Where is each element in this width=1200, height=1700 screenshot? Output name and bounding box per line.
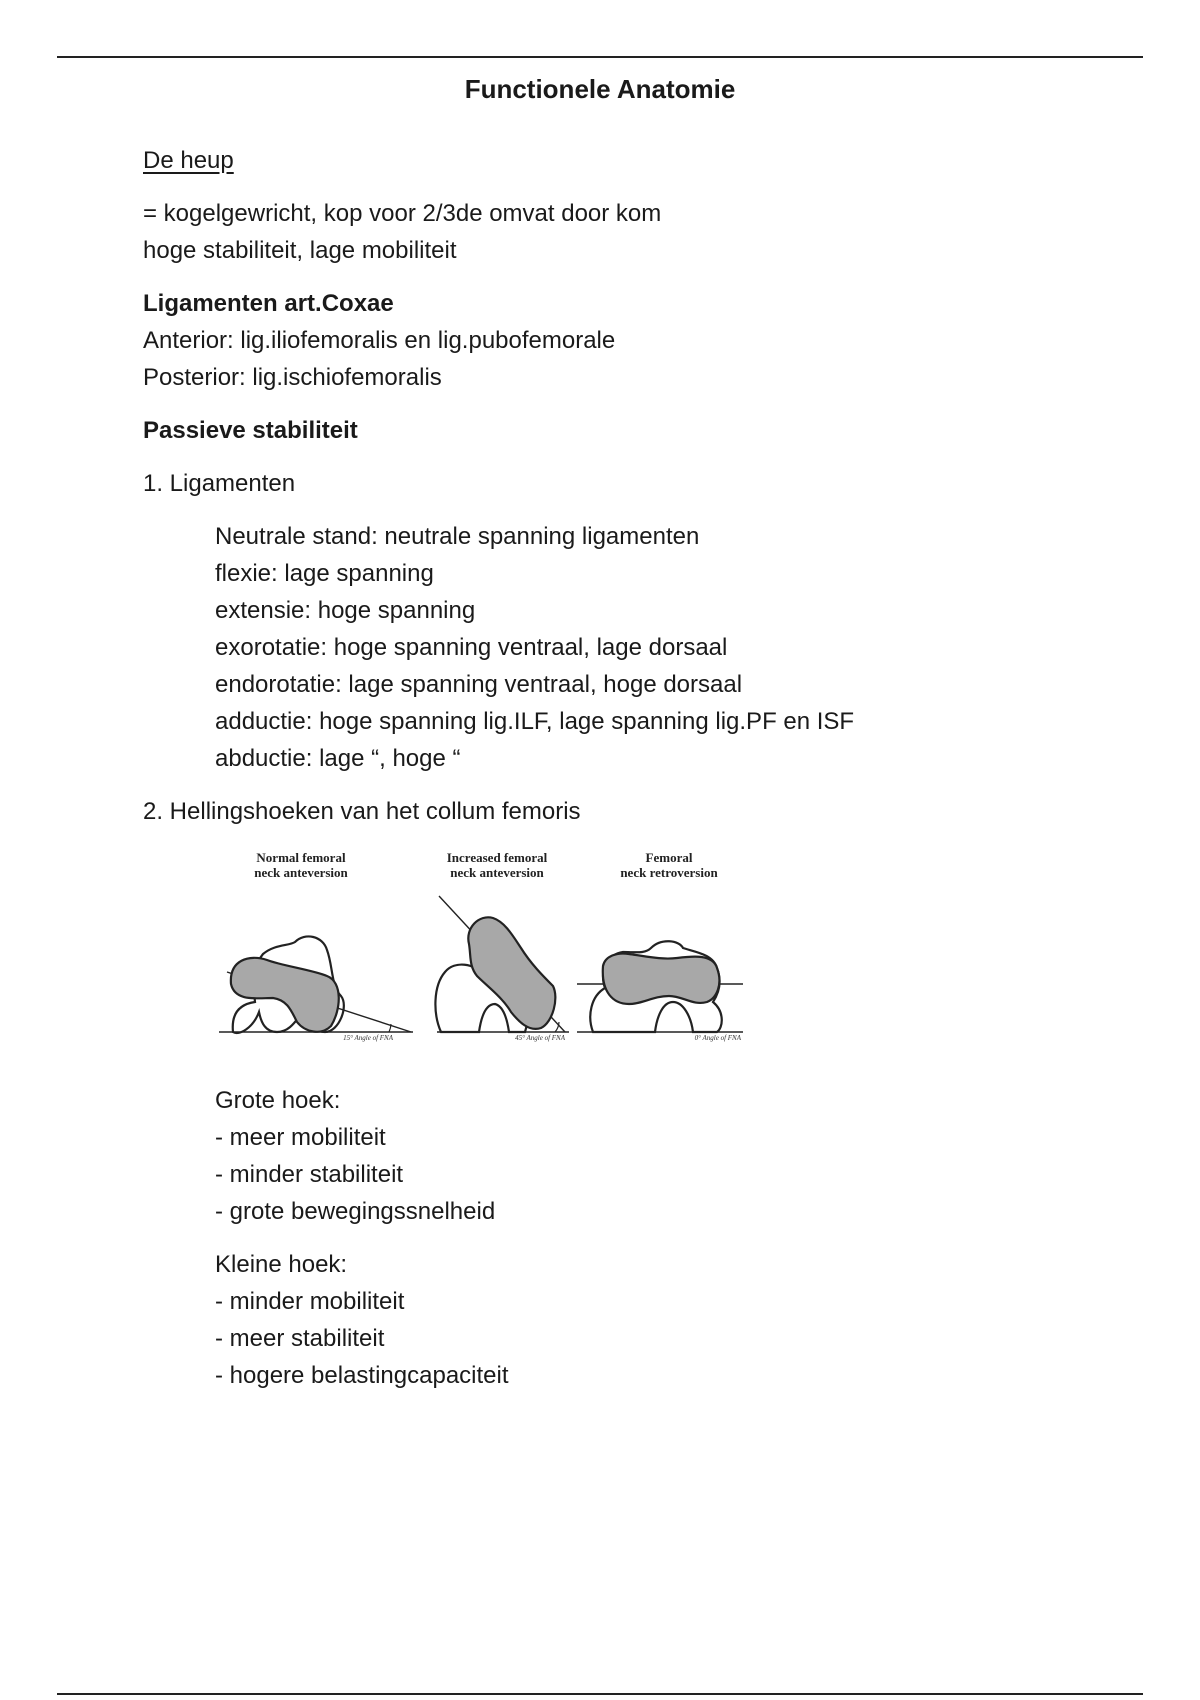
list-item-title: 2. Hellingshoeken van het collum femoris (143, 798, 581, 825)
list-item-title: 1. Ligamenten (143, 470, 296, 497)
large-angle-item: - grote bewegingssnelheid (215, 1198, 496, 1225)
ligaments-line: Posterior: lig.ischiofemoralis (143, 364, 442, 391)
bottom-rule (57, 1693, 1143, 1695)
panel-label: neck anteversion (450, 865, 544, 880)
femoral-neck-diagram (213, 836, 753, 1082)
angle-label: 45° Angle of FNA (515, 1034, 565, 1042)
small-angle-item: - minder mobiliteit (215, 1288, 405, 1315)
angle-label: 0° Angle of FNA (694, 1034, 741, 1042)
ligament-tension-line: abductie: lage “, hoge “ (215, 745, 461, 772)
small-angle-item: - hogere belastingcapaciteit (215, 1362, 509, 1389)
panel-label: neck anteversion (254, 865, 348, 880)
top-rule (57, 56, 1143, 58)
ligaments-line: Anterior: lig.iliofemoralis en lig.pubofemorale (143, 327, 616, 354)
ligament-tension-line: extensie: hoge spanning (215, 597, 476, 624)
panel-label: Normal femoral (256, 850, 346, 865)
small-angle-heading: Kleine hoek: (215, 1251, 348, 1278)
intro-line: hoge stabiliteit, lage mobiliteit (143, 237, 457, 264)
ligaments-heading: Ligamenten art.Coxae (143, 290, 394, 317)
large-angle-heading: Grote hoek: (215, 1087, 341, 1114)
angle-label: 15° Angle of FNA (343, 1034, 393, 1042)
small-angle-item: - meer stabiliteit (215, 1325, 385, 1352)
large-angle-item: - minder stabiliteit (215, 1161, 404, 1188)
femoral-neck-shaded (603, 954, 720, 1005)
intro-line: = kogelgewricht, kop voor 2/3de omvat door kom (143, 200, 662, 227)
section-heading: De heup (143, 147, 234, 174)
femoral-neck-shaded (231, 958, 339, 1032)
ligament-tension-line: endorotatie: lage spanning ventraal, hoge dorsaal (215, 671, 743, 698)
large-angle-item: - meer mobiliteit (215, 1124, 386, 1151)
femoral-neck-figure (143, 836, 1103, 1082)
ligament-tension-line: flexie: lage spanning (215, 560, 434, 587)
ligament-tension-line: exorotatie: hoge spanning ventraal, lage dorsaal (215, 634, 728, 661)
femoral-neck-shaded (468, 917, 555, 1029)
ligament-tension-line: adductie: hoge spanning lig.ILF, lage spanning lig.PF en ISF (215, 708, 855, 735)
document-body (143, 142, 1103, 1394)
panel-label: Femoral (645, 850, 693, 865)
passive-heading: Passieve stabiliteit (143, 417, 358, 444)
page-title: Functionele Anatomie (464, 74, 736, 104)
panel-label: neck retroversion (620, 865, 718, 880)
panel-label: Increased femoral (446, 850, 548, 865)
ligament-tension-line: Neutrale stand: neutrale spanning ligamenten (215, 523, 700, 550)
